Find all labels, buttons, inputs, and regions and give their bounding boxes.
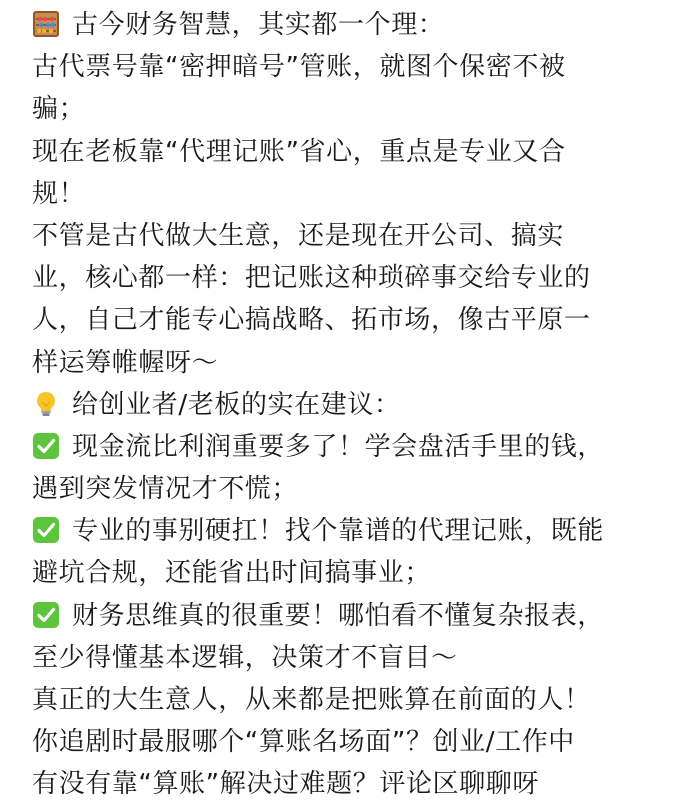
paragraph-line: 样运筹帷幄呀～: [32, 347, 219, 378]
paragraph-line: 规！: [32, 178, 86, 209]
tip-text: 财务思维真的很重要！哪怕看不懂复杂报表，: [72, 600, 605, 631]
closing-line: 有没有靠“算账”解决过难题？评论区聊聊呀: [32, 769, 539, 800]
check-mark-icon: [32, 516, 60, 544]
check-mark-icon: [32, 432, 60, 460]
tip-line: [32, 595, 672, 637]
closing-line: 真正的大生意人，从来都是把账算在前面的人！: [32, 685, 591, 715]
paragraph-line: 人，自己才能专心搞战略、拓市场，像古平原一: [32, 305, 591, 336]
post-body: [32, 4, 672, 806]
paragraph-line: 业，核心都一样：把记账这种琐碎事交给专业的: [32, 263, 591, 294]
paragraph-line: 骗；: [32, 94, 86, 125]
tip-line: 避坑合规，还能省出时间搞事业；: [32, 558, 432, 589]
tip-line: 至少得懂基本逻辑，决策才不盲目～: [32, 642, 458, 673]
heading-text: 古今财务智慧，其实都一个理：: [72, 10, 445, 40]
advice-heading-line: [32, 384, 672, 426]
check-mark-icon: [32, 601, 60, 629]
paragraph-line: 古代票号靠“密押暗号”管账，就图个保密不被: [32, 52, 566, 83]
paragraph-line: 现在老板靠“代理记账”省心，重点是专业又合: [32, 136, 566, 167]
tip-line: [32, 510, 672, 552]
advice-heading-text: 给创业者/老板的实在建议：: [72, 389, 401, 420]
closing-line: 你追剧时最服哪个“算账名场面”？创业/工作中: [32, 727, 575, 758]
lightbulb-icon: [32, 390, 60, 418]
tip-text: 现金流比利润重要多了！学会盘活手里的钱，: [72, 431, 605, 462]
heading-line: [32, 4, 672, 46]
tip-line: [32, 426, 672, 468]
tip-text: 专业的事别硬扛！找个靠谱的代理记账，既能: [72, 516, 605, 547]
paragraph-line: 不管是古代做大生意，还是现在开公司、搞实: [32, 220, 565, 251]
abacus-icon: [32, 10, 60, 38]
tip-line: 遇到突发情况才不慌；: [32, 474, 299, 505]
